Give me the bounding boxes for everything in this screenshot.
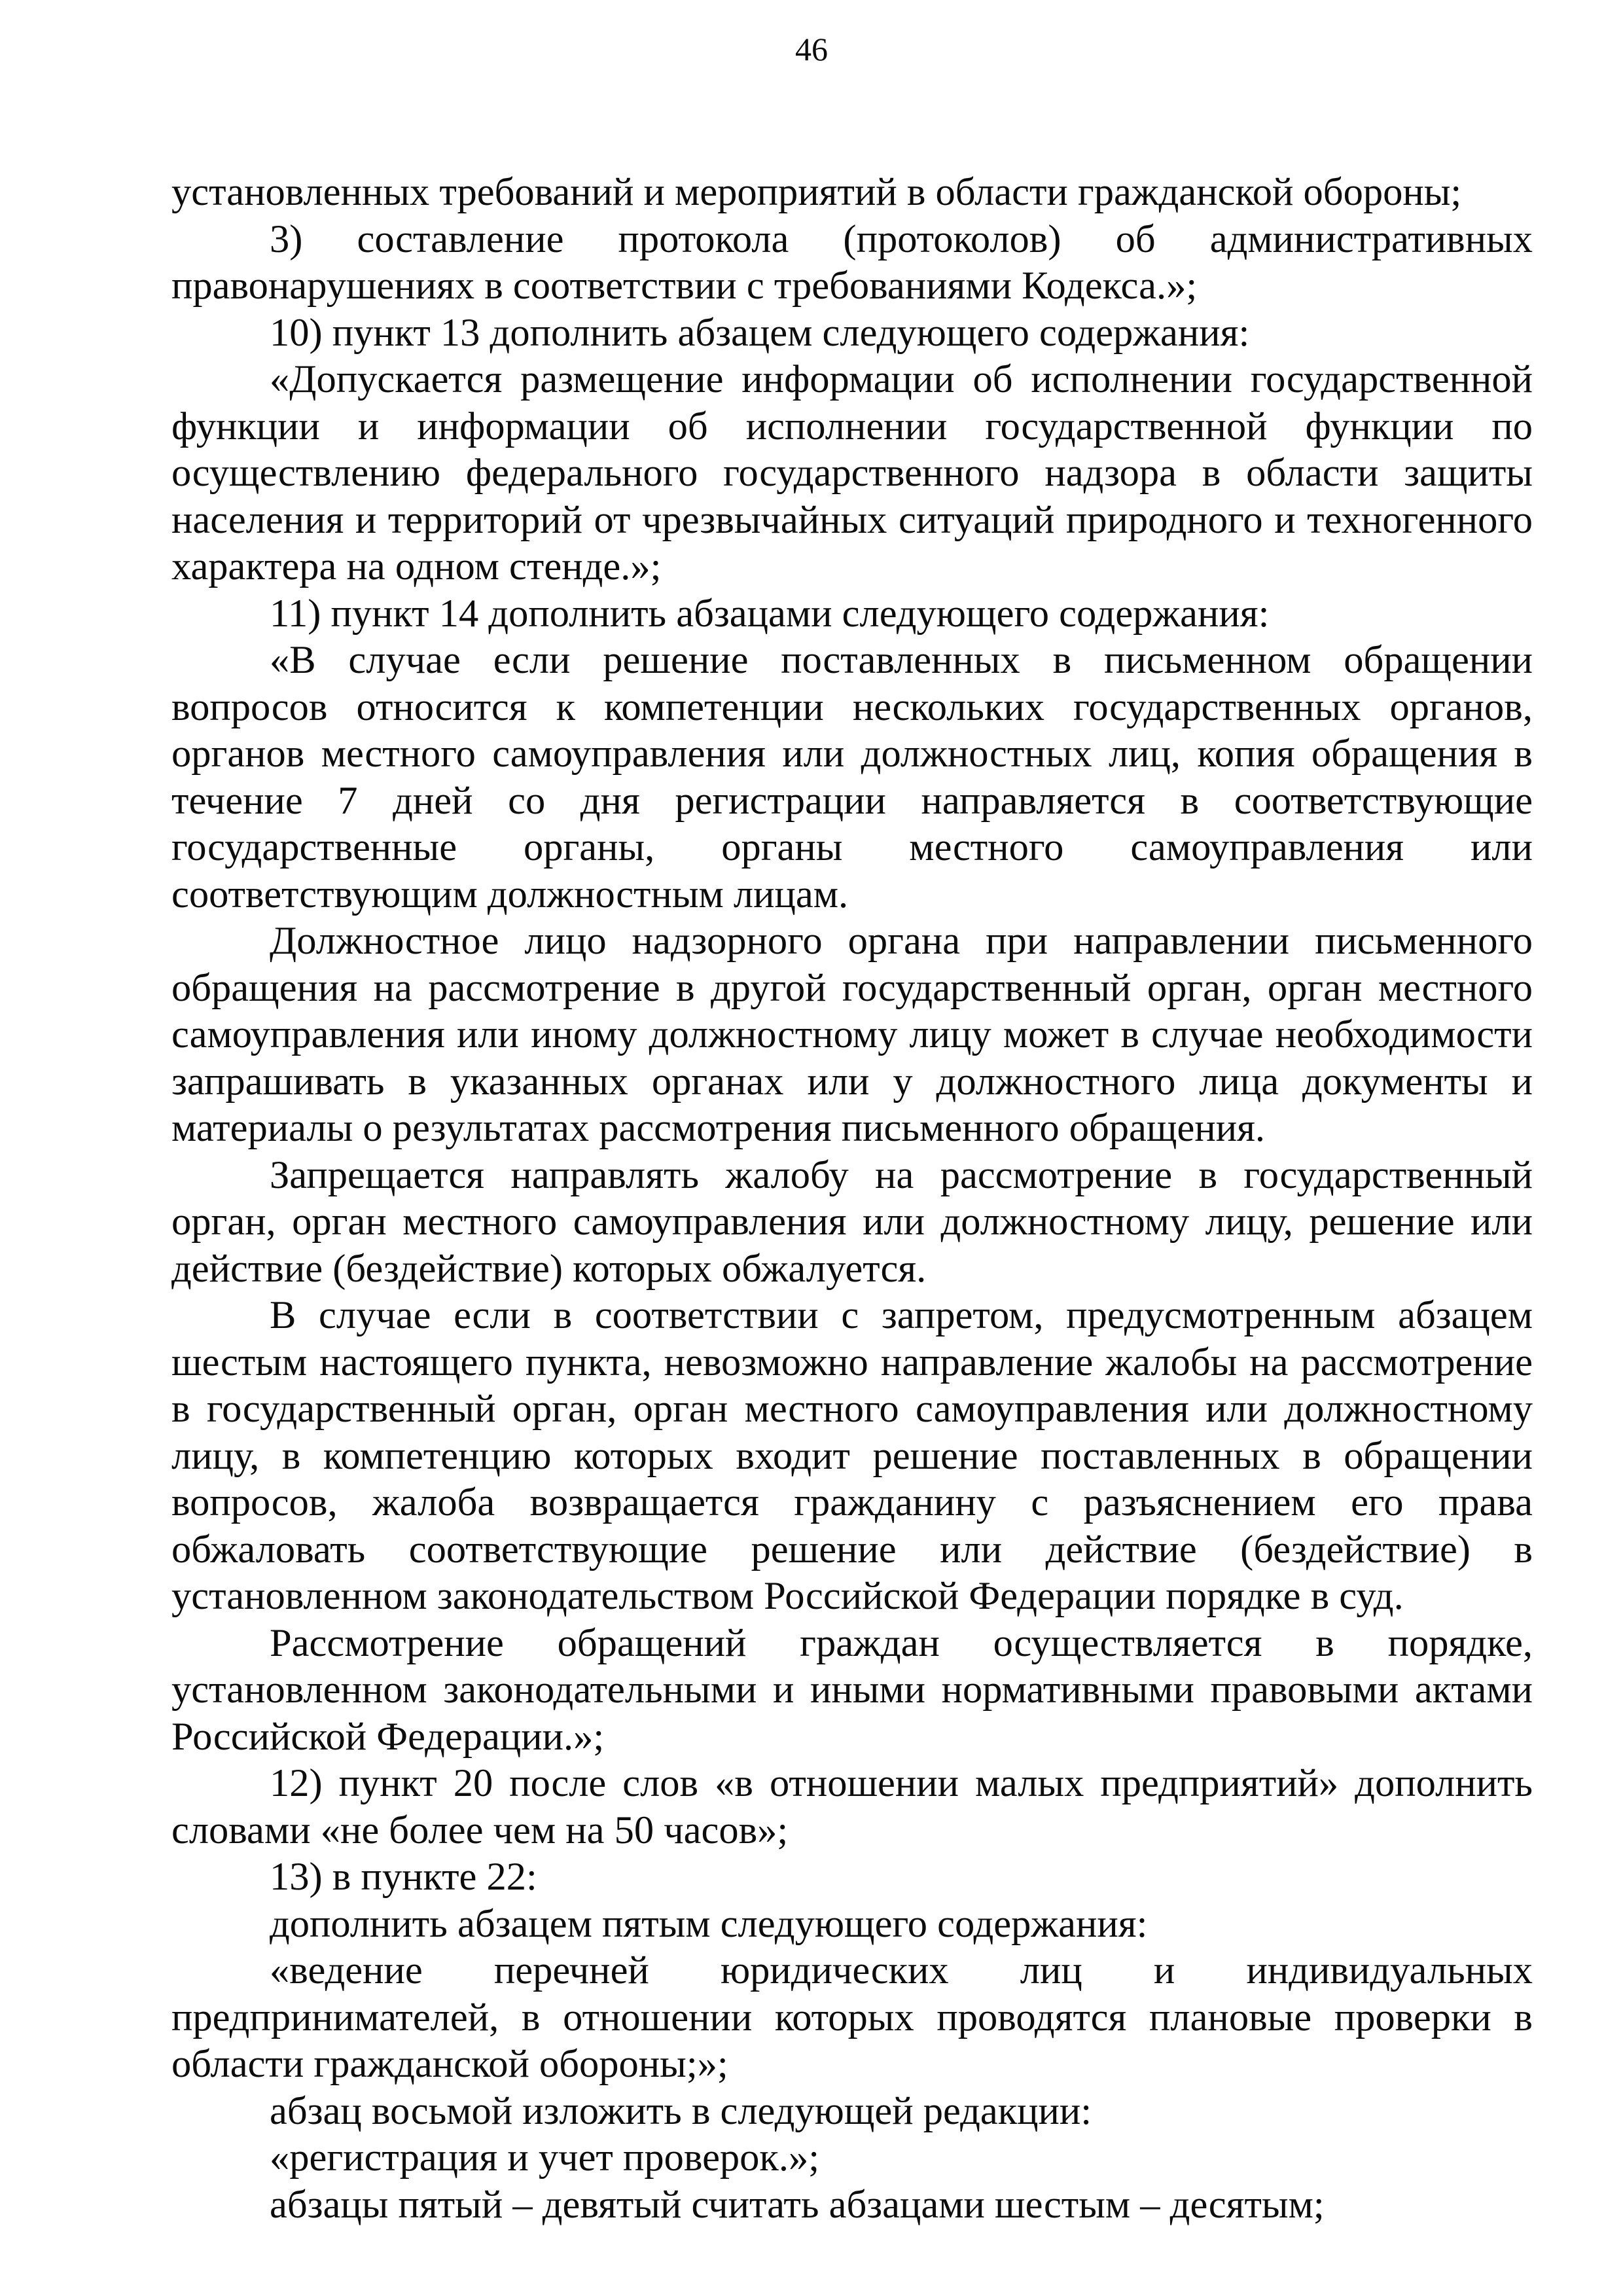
paragraph-7: Должностное лицо надзорного органа при направлении письменного обращения на рассмотрение в другой государственный орган, орган местного самоуправления или иному должностному лицу может в случае необходимости запрашивать в указанных органах или у должностного лица документы и материалы о результатах рассмотрения письменного обращения. bbox=[171, 919, 1533, 1150]
document-body bbox=[171, 169, 1533, 2228]
paragraph-3: 10) пункт 13 дополнить абзацем следующего содержания: bbox=[270, 310, 1250, 355]
paragraph-1: установленных требований и мероприятий в области гражданской обороны; bbox=[171, 170, 1462, 214]
paragraph-10: Рассмотрение обращений граждан осуществляется в порядке, установленном законодательными и иными нормативными правовыми актами Российской Федерации.»; bbox=[171, 1621, 1533, 1759]
paragraph-12: 13) в пункте 22: bbox=[270, 1855, 537, 1899]
paragraph-2: 3) составление протокола (протоколов) об административных правонарушениях в соответствии с требованиями Кодекса.»; bbox=[171, 217, 1533, 308]
paragraph-4: «Допускается размещение информации об исполнении государственной функции и информации об исполнении государственной функции по осуществлению федерального государственного надзора в области защиты населения и территорий от чрезвычайных ситуаций природного и техногенного характера на одном стенде.»; bbox=[171, 357, 1533, 588]
paragraph-11: 12) пункт 20 после слов «в отношении малых предприятий» дополнить словами «не более чем на 50 часов»; bbox=[171, 1761, 1533, 1852]
paragraph-16: «регистрация и учет проверок.»; bbox=[270, 2136, 819, 2179]
paragraph-5: 11) пункт 14 дополнить абзацами следующего содержания: bbox=[270, 591, 1270, 636]
paragraph-17: абзацы пятый – девятый считать абзацами шестым – десятым; bbox=[270, 2182, 1325, 2227]
paragraph-14: «ведение перечней юридических лиц и индивидуальных предпринимателей, в отношении которых проводятся плановые проверки в области гражданской обороны;»; bbox=[171, 1948, 1533, 2086]
paragraph-8: Запрещается направлять жалобу на рассмотрение в государственный орган, орган местного самоуправления или должностному лицу, решение или действие (бездействие) которых обжалуется. bbox=[171, 1153, 1533, 1291]
paragraph-6: «В случае если решение поставленных в письменном обращении вопросов относится к компетенции нескольких государственных органов, органов местного самоуправления или должностных лиц, копия обращения в течение 7 дней со дня регистрации направляется в соответствующие государственные органы, органы местного самоуправления или соответствующим должностным лицам. bbox=[171, 638, 1533, 916]
paragraph-9: В случае если в соответствии с запретом, предусмотренным абзацем шестым настоящего пункта, невозможно направление жалобы на рассмотрение в государственный орган, орган местного самоуправления или должностному лицу, в компетенцию которых входит решение поставленных в обращении вопросов, жалоба возвращается гражданину с разъяснением его права обжаловать соответствующие решение или действие (бездействие) в установленном законодательством Российской Федерации порядке в суд. bbox=[171, 1293, 1533, 1618]
paragraph-15: абзац восьмой изложить в следующей редакции: bbox=[270, 2089, 1092, 2133]
paragraph-13: дополнить абзацем пятым следующего содержания: bbox=[270, 1901, 1148, 1946]
page-number: 46 bbox=[795, 31, 828, 67]
